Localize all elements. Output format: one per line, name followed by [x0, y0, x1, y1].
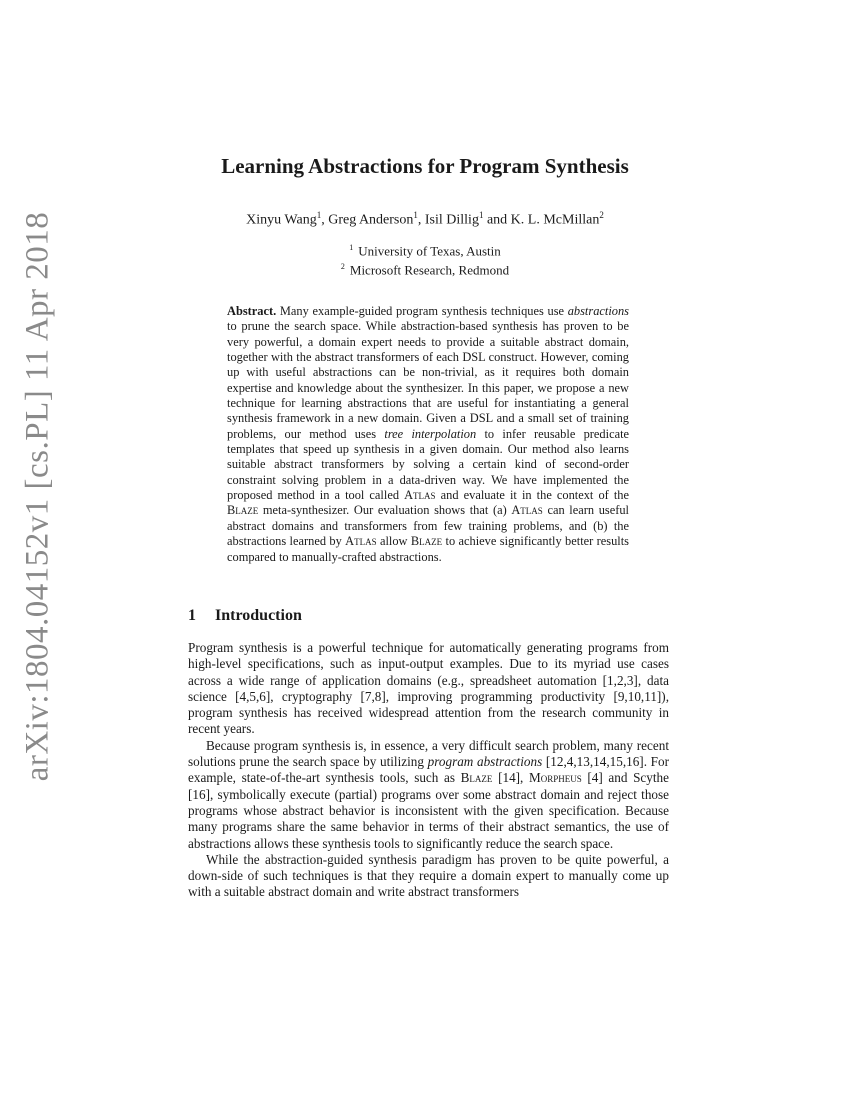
- paragraph-text: [4] and Scythe [16], symbolically execute (partial) programs over some abstract domain and reject those programs whose abstract behavior is inconsistent with the given specification. Because many programs share the same behavior in terms of their abstract semantics, the use of abstractions allows these synthesis tools to significantly reduce the search space.: [188, 770, 669, 851]
- affiliation: [0, 259, 850, 278]
- tool-name: Blaze: [460, 770, 493, 786]
- affiliation-name: University of Texas, Austin: [358, 243, 501, 259]
- arxiv-identifier-stamp: [8, 211, 68, 781]
- tool-name: Atlas: [511, 503, 543, 518]
- abstract: [227, 304, 629, 565]
- tool-name: Blaze: [227, 503, 259, 518]
- tool-name: Morpheus: [529, 770, 582, 786]
- abstract-text: to prune the search space. While abstraction-based synthesis has proven to be very powerful, a domain expert needs to provide a suitable abstract domain, together with the abstract transformers of each DSL construct. However, coming up with useful abstractions can be non-trivial, as it requires both domain expertise and knowledge about the synthesizer. In this paper, we propose a new technique for learning abstractions that are useful for instantiating a general synthesis framework in a new domain. Given a DSL and a small set of training problems, our method uses: [227, 319, 629, 441]
- paragraph: Program synthesis is a powerful technique for automatically generating programs from high-level specifications, such as input-output examples. Due to its myriad use cases across a wide range of application domains (e.g., spreadsheet automation [1,2,3], data science [4,5,6], cryptography [7,8], improving programming productivity [9,10,11]), program synthesis has received widespread attention from the research community in recent years.: [188, 640, 669, 737]
- author-separator: and: [483, 212, 511, 228]
- author-name: Xinyu Wang: [246, 212, 317, 228]
- paragraph: [188, 738, 669, 852]
- affiliation-list: [0, 240, 850, 279]
- affiliation-name: Microsoft Research, Redmond: [349, 262, 510, 278]
- author-separator: ,: [417, 212, 425, 228]
- abstract-text: meta-synthesizer. Our evaluation shows that (a): [258, 503, 512, 518]
- author-list: [0, 210, 850, 229]
- abstract-text: and evaluate it in the context of the: [435, 488, 629, 503]
- affiliation: [0, 240, 850, 259]
- affiliation-mark: 1: [349, 243, 354, 252]
- paragraph: While the abstraction-guided synthesis paradigm has proven to be quite powerful, a down-side of such techniques is that they require a domain expert to manually come up with a suitable abstract domain and write abstract transformers: [188, 851, 669, 900]
- arxiv-identifier-text: arXiv:1804.04152v1 [cs.PL] 11 Apr 2018: [19, 211, 56, 781]
- section-title: Introduction: [215, 607, 302, 624]
- abstract-text: Many example-guided program synthesis techniques use: [276, 304, 568, 318]
- author-name: K. L. McMillan: [510, 212, 600, 228]
- author-separator: ,: [321, 212, 329, 228]
- introduction-body: [188, 640, 669, 901]
- abstract-text: to achieve significantly better results compared to manually-crafted abstractions.: [227, 534, 629, 564]
- paragraph-text: [12,4,13,14,15,16]. For example, state-of-the-art synthesis tools, such as: [188, 754, 669, 786]
- affiliation-mark: 2: [340, 262, 345, 272]
- paper-title: Learning Abstractions for Program Synthesis: [221, 154, 629, 178]
- abstract-emphasis: abstractions: [567, 304, 629, 318]
- abstract-label: Abstract.: [227, 304, 277, 318]
- paragraph-text: Because program synthesis is, in essence, a very difficult search problem, many recent solutions prune the search space by utilizing: [188, 737, 669, 770]
- tool-name: Blaze: [410, 534, 443, 549]
- tool-name: Atlas: [345, 534, 377, 549]
- tool-name: Atlas: [404, 488, 436, 503]
- affiliation-mark: 1: [413, 210, 418, 220]
- author-name: Greg Anderson: [328, 212, 414, 228]
- section-heading-introduction: [188, 607, 302, 625]
- abstract-emphasis: tree interpolation: [384, 426, 477, 441]
- section-number: 1: [188, 607, 196, 624]
- abstract-text: to infer reusable predicate templates that speed up synthesis in a given domain. Our method also learns suitable abstract transformers by solving a certain kind of second-order constraint solving problem in a data-driven way. We have implemented the proposed method in a tool called: [227, 426, 630, 503]
- paragraph-emphasis: program abstractions: [427, 754, 543, 770]
- affiliation-mark: 1: [478, 210, 484, 220]
- paragraph-text: [14],: [492, 770, 529, 786]
- abstract-text: allow: [376, 534, 411, 549]
- abstract-text: can learn useful abstract domains and transformers from few training problems, and (b) the abstractions learned by: [227, 503, 629, 549]
- author-name: Isil Dillig: [424, 212, 479, 228]
- affiliation-mark: 1: [316, 210, 322, 220]
- affiliation-mark: 2: [599, 210, 604, 220]
